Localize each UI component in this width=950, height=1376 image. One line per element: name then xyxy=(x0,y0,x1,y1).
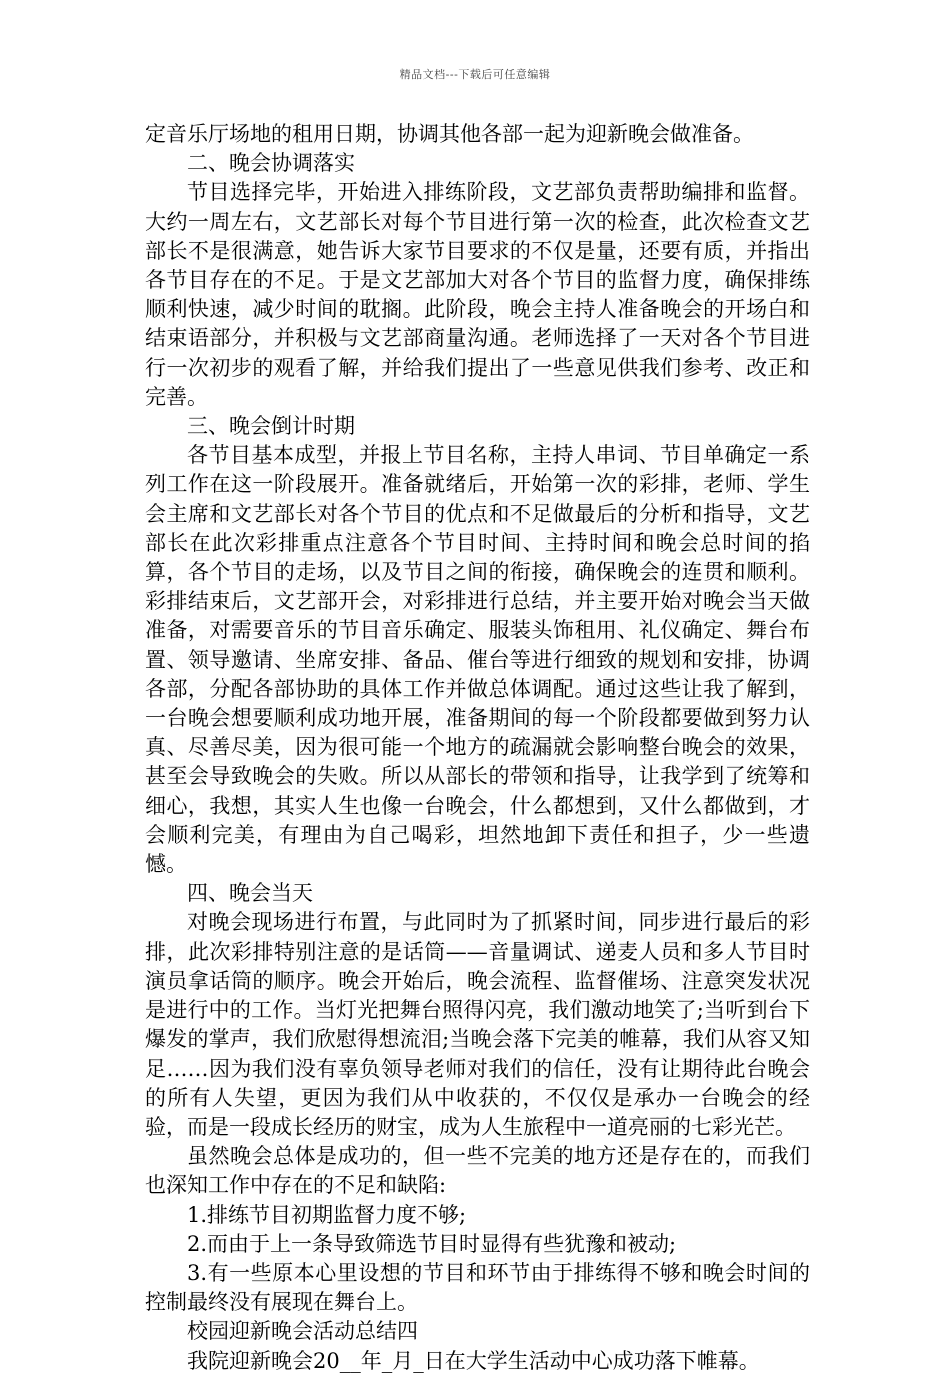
document-body xyxy=(145,120,810,1376)
list-item-3: 3.有一些原本心里设想的节目和环节由于排练得不够和晚会时间的控制最终没有展现在舞台上。 xyxy=(145,1260,810,1315)
section-heading-4: 四、晚会当天 xyxy=(187,881,313,906)
paragraph-continuation: 定音乐厅场地的租用日期，协调其他各部一起为迎新晚会做准备。 xyxy=(145,122,754,146)
list-item-1: 1.排练节目初期监督力度不够; xyxy=(187,1202,467,1227)
section-heading-3: 三、晚会倒计时期 xyxy=(187,414,355,439)
section-heading-2: 二、晚会协调落实 xyxy=(187,151,355,176)
paragraph-countdown: 各节目基本成型，并报上节目名称，主持人串词、节目单确定一系列工作在这一阶段展开。准备就绪后，开始第一次的彩排，老师、学生会主席和文艺部长对各个节目的优点和不足做最后的分析和指导，文艺部长在此次彩排重点注意各个节目时间、主持时间和晚会总时间的掐算，各个节目的走场，以及节目之间的衔接，确保晚会的连贯和顺利。彩排结束后，文艺部开会，对彩排进行总结，并主要开始对晚会当天做准备，对需要音乐的节目音乐确定、服装头饰租用、礼仪确定、舞台布置、领导邀请、坐席安排、备品、催台等进行细致的规划和安排，协调各部，分配各部协助的具体工作并做总体调配。通过这些让我了解到，一台晚会想要顺利成功地开展，准备期间的每一个阶段都要做到努力认真、尽善尽美，因为很可能一个地方的疏漏就会影响整台晚会的效果，甚至会导致晚会的失败。所以从部长的带领和指导，让我学到了统筹和细心，我想，其实人生也像一台晚会，什么都想到，又什么都做到，才会顺利完美，有理由为自己喝彩，坦然地卸下责任和担子，少一些遗憾。 xyxy=(145,443,810,877)
paragraph-shortcomings: 虽然晚会总体是成功的，但一些不完美的地方还是存在的，而我们也深知工作中存在的不足和缺陷: xyxy=(145,1144,810,1198)
summary-title-4: 校园迎新晚会活动总结四 xyxy=(187,1319,418,1344)
paragraph-rehearsal: 节目选择完毕，开始进入排练阶段，文艺部负责帮助编排和监督。大约一周左右，文艺部长对每个节目进行第一次的检查，此次检查文艺部长不是很满意，她告诉大家节目要求的不仅是量，还要有质，并指出各节目存在的不足。于是文艺部加大对各个节目的监督力度，确保排练顺利快速，减少时间的耽搁。此阶段，晚会主持人准备晚会的开场白和结束语部分，并积极与文艺部商量沟通。老师选择了一天对各个节目进行一次初步的观看了解，并给我们提出了一些意见供我们参考、改正和完善。 xyxy=(145,180,810,409)
summary-opening-line: 我院迎新晚会20__年_月_日在大学生活动中心成功落下帷幕。 xyxy=(187,1348,760,1373)
list-item-2: 2.而由于上一条导致筛选节目时显得有些犹豫和被动; xyxy=(187,1231,677,1256)
paragraph-event-day: 对晚会现场进行布置，与此同时为了抓紧时间，同步进行最后的彩排，此次彩排特别注意的是话筒——音量调试、递麦人员和多人节目时演员拿话筒的顺序。晚会开始后，晚会流程、监督催场、注意突发状况是进行中的工作。当灯光把舞台照得闪亮，我们激动地笑了;当听到台下爆发的掌声，我们欣慰得想流泪;当晚会落下完美的帷幕，我们从容又知足……因为我们没有辜负领导老师对我们的信任，没有让期待此台晚会的所有人失望，更因为我们从中收获的，不仅仅是承办一台晚会的经验，而是一段成长经历的财宝，成为人生旅程中一道亮丽的七彩光芒。 xyxy=(145,910,810,1139)
page-header: 精品文档---下载后可任意编辑 xyxy=(399,68,551,81)
